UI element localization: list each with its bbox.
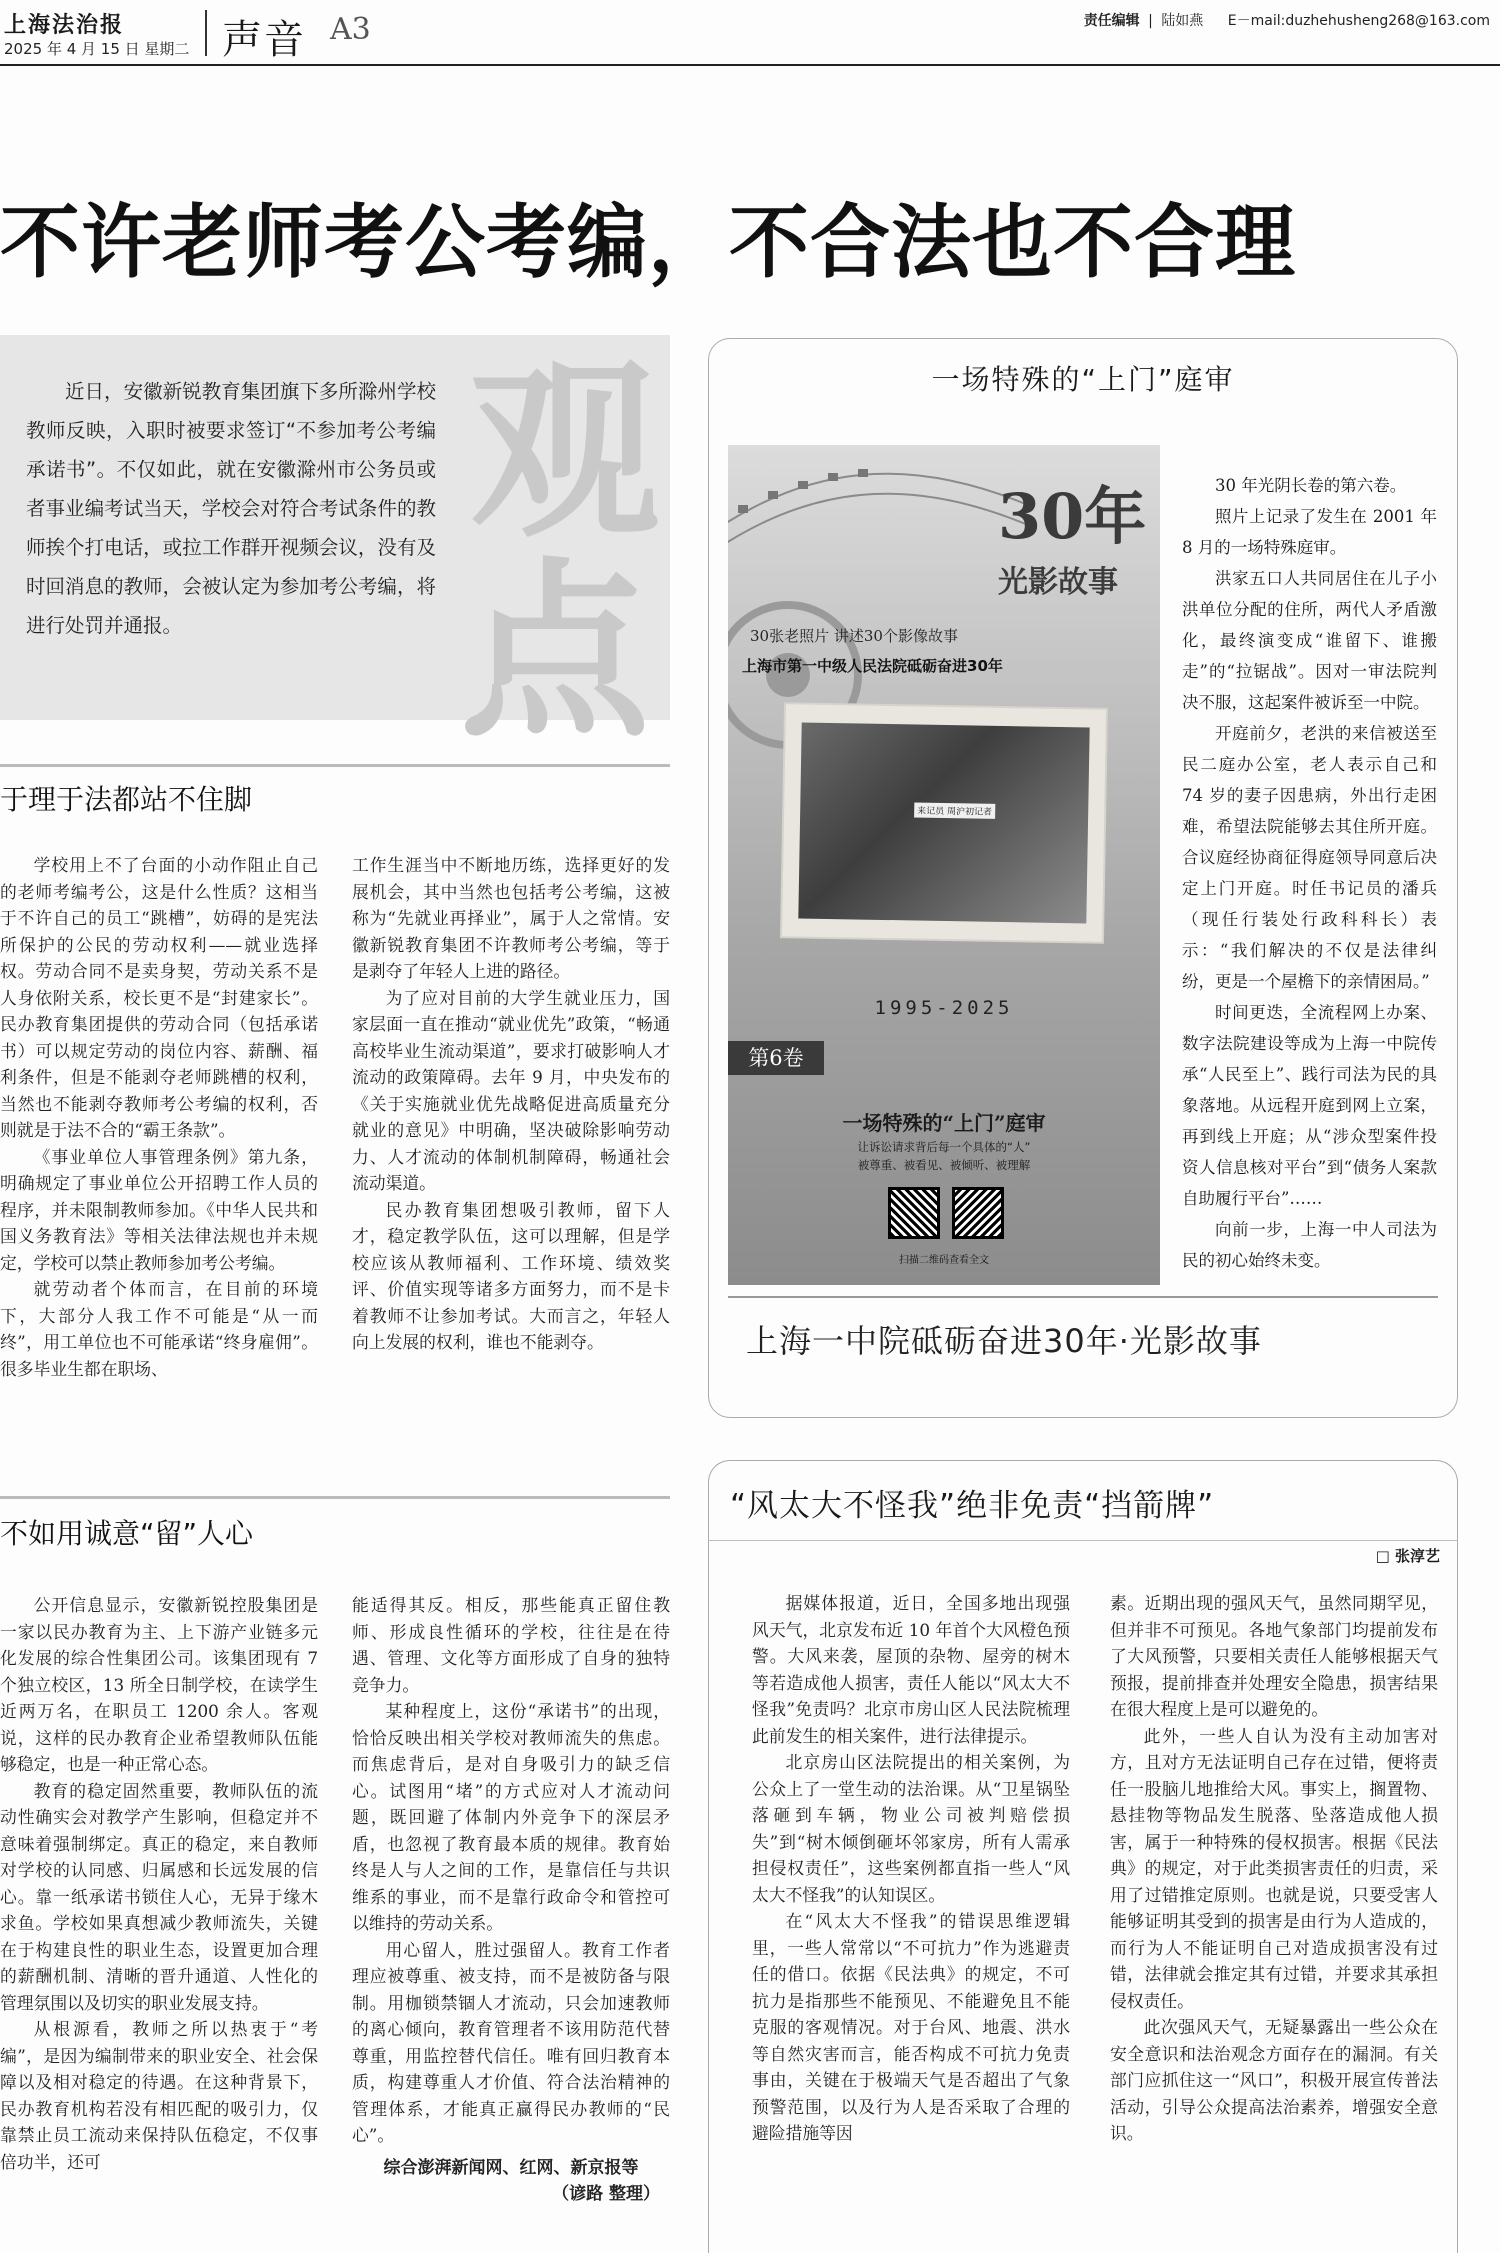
paragraph: 此外，一些人自认为没有主动加害对方，且对方无法证明自己存在过错，便将责任一股脑儿地推给大风。事实上，搁置物、悬挂物等物品发生脱落、坠落造成他人损害，属于一种特殊的侵权损害。根据《民法典》的规定，对于此类损害责任的归责，采用了过错推定原则。也就是说，只要受害人能够证明其受到的损害是由行为人造成的，而行为人不能证明自己对造成损害没有过错，法律就会推定其有过错，并要求其承担侵权责任。: [1110, 1725, 1438, 2011]
paragraph: 民办教育集团想吸引教师，留下人才，稳定教学队伍，这可以理解，但是学校应该从教师福利、工作环境、绩效奖评、价值实现等诸多方面努力，而不是卡着教师不让参加考试。大而言之，年轻人向上发展的权利，谁也不能剥夺。: [352, 1199, 670, 1352]
qr-code-icon[interactable]: [952, 1187, 1004, 1239]
poster-volume: 第6卷: [728, 1041, 824, 1075]
poster-image: [728, 445, 1160, 1285]
paragraph: 开庭前夕，老洪的来信被送至民二庭办公室，老人表示自己和 74 岁的妻子因患病，外出行走困难，希望法院能够去其住所开庭。合议庭经协商征得庭领导同意后决定上门开庭。时任书记员的潘兵（现任行装处行政科科长）表示：“我们解决的不仅是法律纠纷，更是一个屋檐下的亲情困局。”: [1182, 724, 1437, 991]
editor-info: 责任编辑 | 陆如燕 E－mail:duzhehusheng268@163.com: [1083, 13, 1490, 29]
paragraph: 学校用上不了台面的小动作阻止自己的老师考编考公，这是什么性质？这相当于不许自己的员工“跳槽”，妨碍的是宪法所保护的公民的劳动权利——就业选择权。劳动合同不是卖身契，劳动关系不是人身依附关系，校长更不是“封建家长”。民办教育集团提供的劳动合同（包括承诺书）可以规定劳动的岗位内容、薪酬、福利条件，但是不能剥夺老师跳槽的权利，当然也不能剥夺教师考公考编的权利，否则就是于法不合的“霸王条款”。: [0, 855, 318, 1140]
paragraph: 教育的稳定固然重要，教师队伍的流动性确实会对教学产生影响，但稳定并不意味着强制绑定。真正的稳定，来自教师对学校的认同感、归属感和长远发展的信心。靠一纸承诺书锁住人心，无异于缘木求鱼。学校如果真想减少教师流失，关键在于构建良性的职业生态，设置更加合理的薪酬机制、清晰的晋升通道、人性化的管理氛围以及切实的职业发展支持。: [0, 1780, 318, 2013]
article2-heading: 不如用诚意“留”人心: [0, 1517, 254, 1550]
section-title: 声音: [222, 17, 306, 63]
page-number: A3: [330, 12, 371, 47]
paragraph: 从根源看，教师之所以热衷于“考编”，是因为编制带来的职业安全、社会保障以及相对稳定的待遇。在这种背景下，民办教育机构若没有相匹配的吸引力，仅靠禁止员工流动来保持队伍稳定，不仅事倍功半，还可: [0, 2019, 318, 2172]
paragraph: 此次强风天气，无疑暴露出一些公众在安全意识和法治观念方面存在的漏洞。有关部门应抓住这一“风口”，积极开展宣传普法活动，引导公众提高法治素养，增强安全意识。: [1110, 2017, 1438, 2143]
article2-col2: [352, 1592, 670, 2208]
poster-big-number: 30年: [998, 480, 1147, 553]
paragraph: 为了应对目前的大学生就业压力，国家层面一直在推动“就业优先”政策，“畅通高校毕业生流动渠道”，要求打破影响人才流动的政策障碍。去年 9 月，中央发布的《关于实施就业优先战略促进高质量充分就业的意见》中明确，坚决破除影响劳动力、人才流动的体制机制障碍，畅通社会流动渠道。: [352, 987, 670, 1193]
court-photo: [798, 723, 1089, 924]
newspaper-logo: 上海法治报: [4, 12, 125, 38]
header-separator: [205, 10, 207, 56]
panel1-title: 一场特殊的“上门”庭审: [931, 363, 1235, 396]
paragraph: 在“风太大不怪我”的错误思维逻辑里，一些人常常以“不可抗力”作为逃避责任的借口。依据《民法典》的规定，不可抗力是指那些不能预见、不能避免且不能克服的客观情况。对于台风、地震、洪水等自然灾害而言，能否构成不可抗力免责事由，关键在于极端天气是否超出了气象预警范围，以及行为人是否采取了合理的避险措施等因: [752, 1911, 1070, 2143]
paragraph: 《事业单位人事管理条例》第九条，明确规定了事业单位公开招聘工作人员的程序，并未限制教师参加。《中华人民共和国义务教育法》等相关法律法规也并未规定，学校可以禁止教师参加考公考编。: [0, 1146, 318, 1273]
panel1-footer-rule: [728, 1296, 1438, 1298]
poster-subline-1: 让诉讼请求背后每一个具体的“人”: [857, 1140, 1031, 1154]
paragraph: 30 年光阴长卷的第六卷。: [1215, 476, 1407, 495]
main-headline: 不许老师考公考编，不合法也不合理: [0, 196, 1296, 289]
paragraph: 用心留人，胜过强留人。教育工作者理应被尊重、被支持，而不是被防备与限制。用枷锁禁锢人才流动，只会加速教师的离心倾向，教育管理者不该用防范代替尊重，用监控替代信任。唯有回归教育本质，构建尊重人才价值、符合法治精神的管理体系，才能真正赢得民办教师的“民心”。: [352, 1939, 670, 2145]
editor-label: 责任编辑: [1083, 13, 1140, 29]
poster-photo-frame: [782, 704, 1106, 942]
paragraph: 公开信息显示，安徽新锐控股集团是一家以民办教育为主、上下游产业链多元化发展的综合性集团公司。该集团现有 7 个独立校区，13 所全日制学校，在读学生近两万名，在职员工 1200 余人。客观说，这样的民办教育企业希望教师队伍能够稳定，也是一种正常心态。: [0, 1595, 318, 1774]
section-rule-2: [0, 1496, 670, 1499]
article2-col1: [0, 1592, 318, 2175]
intro-text: [26, 372, 436, 645]
qr-code-icon[interactable]: [888, 1187, 940, 1239]
paragraph: 能适得其反。相反，那些能真正留住教师、形成良性循环的学校，往往是在待遇、管理、文化等方面形成了自身的独特竞争力。: [352, 1595, 670, 1695]
panel2-title-rule: [708, 1540, 1458, 1541]
paragraph: 照片上记录了发生在 2001 年 8 月的一场特殊庭审。: [1182, 507, 1437, 557]
paragraph: 洪家五口人共同居住在儿子小洪单位分配的住所，两代人矛盾激化，最终演变成“谁留下、谁搬走”的“拉锯战”。因对一审法院判决不服，这起案件被诉至一中院。: [1182, 569, 1437, 712]
photo-sign: 来记员 周沪初记者: [914, 802, 995, 818]
poster-subtitle: 一场特殊的“上门”庭审: [842, 1111, 1046, 1135]
poster-subline-2: 被尊重、被看见、被倾听、被理解: [857, 1158, 1031, 1172]
paragraph: 工作生涯当中不断地历练，选择更好的发展机会，其中当然也包括考公考编，这被称为“先就业再择业”，属于人之常情。安徽新锐教育集团不许教师考公考编，等于是剥夺了年轻人上进的路径。: [352, 855, 670, 981]
poster-line-2: 上海市第一中级人民法院砥砺奋进30年: [742, 657, 1003, 675]
article1-heading: 于理于法都站不住脚: [0, 783, 253, 816]
article1-col2: [352, 852, 670, 1356]
paragraph: 某种程度上，这份“承诺书”的出现，恰恰反映出相关学校对教师流失的焦虑。而焦虑背后，是对自身吸引力的缺乏信心。试图用“堵”的方式应对人才流动问题，既回避了体制内外竞争下的深层矛盾，也忽视了教育最本质的规律。教育始终是人与人之间的工作，是靠信任与共识维系的事业，而不是靠行政命令和管控可以维持的劳动关系。: [352, 1701, 670, 1933]
paragraph: 向前一步，上海一中人司法为民的初心始终未变。: [1182, 1220, 1437, 1270]
editor-name: 陆如燕: [1161, 13, 1204, 29]
panel1-side-text: [1182, 470, 1437, 1276]
poster-line-1: 30张老照片 讲述30个影像故事: [750, 627, 958, 645]
article2-compiler: （谚路 整理）: [552, 2184, 660, 2204]
section-rule-1: [0, 764, 670, 767]
issue-date: 2025 年 4 月 15 日 星期二: [4, 40, 190, 58]
deco-char-guan: 观: [470, 340, 661, 563]
article2-source: 综合澎湃新闻网、红网、新京报等: [383, 2157, 639, 2178]
panel1-footer: 上海一中院砥砺奋进30年·光影故事: [746, 1322, 1262, 1360]
poster-years: 1995-2025: [874, 997, 1014, 1019]
paragraph: 据媒体报道，近日，全国多地出现强风天气，北京发布近 10 年首个大风橙色预警。大风来袭，屋顶的杂物、屋旁的树木等若造成他人损害，责任人能以“风太大不怪我”免责吗？北京市房山区人民法院梳理此前发生的相关案件，进行法律提示。: [752, 1593, 1070, 1746]
editor-email: E－mail:duzhehusheng268@163.com: [1227, 13, 1490, 29]
poster-big-sub: 光影故事: [998, 565, 1118, 600]
panel2-col1: [752, 1590, 1070, 2147]
paragraph: 素。近期出现的强风天气，虽然同期罕见，但并非不可预见。各地气象部门均提前发布了大风预警，只要相关责任人能够根据天气预报，提前排查并处理安全隐患，损害结果在很大程度上是可以避免的。: [1110, 1593, 1438, 1719]
article1-col1: [0, 852, 318, 1382]
paragraph: 时间更迭，全流程网上办案、数字法院建设等成为上海一中院传承“人民至上”、践行司法为民的具象落地。从远程开庭到网上立案，再到线上开庭；从“涉众型案件投资人信息核对平台”到“债务人案款自助履行平台”……: [1182, 1003, 1437, 1208]
paragraph: 北京房山区法院提出的相关案例，为公众上了一堂生动的法治课。从“卫星锅坠落砸到车辆，物业公司被判赔偿损失”到“树木倾倒砸坏邻家房，所有人需承担侵权责任”，这些案例都直指一些人“风太大不怪我”的认知误区。: [752, 1752, 1070, 1905]
deco-char-dian: 点: [460, 540, 651, 763]
intro-paragraph: 近日，安徽新锐教育集团旗下多所滁州学校教师反映，入职时被要求签订“不参加考公考编承诺书”。不仅如此，就在安徽滁州市公务员或者事业编考试当天，学校会对符合考试条件的教师挨个打电话，或拉工作群开视频会议，没有及时回消息的教师，会被认定为参加考公考编，将进行处罚并通报。: [26, 380, 436, 637]
panel2-author: □ 张淳艺: [1375, 1547, 1440, 1565]
panel2-title: “风太大不怪我”绝非免责“挡箭牌”: [730, 1488, 1215, 1524]
header-rule: [0, 64, 1500, 66]
qr-caption: 扫描二维码查看全文: [899, 1255, 989, 1266]
panel2-col2: [1110, 1590, 1438, 2147]
paragraph: 就劳动者个体而言，在目前的环境下，大部分人我工作不可能是“从一而终”，用工单位也不可能承诺“终身雇佣”。很多毕业生都在职场、: [0, 1279, 318, 1379]
